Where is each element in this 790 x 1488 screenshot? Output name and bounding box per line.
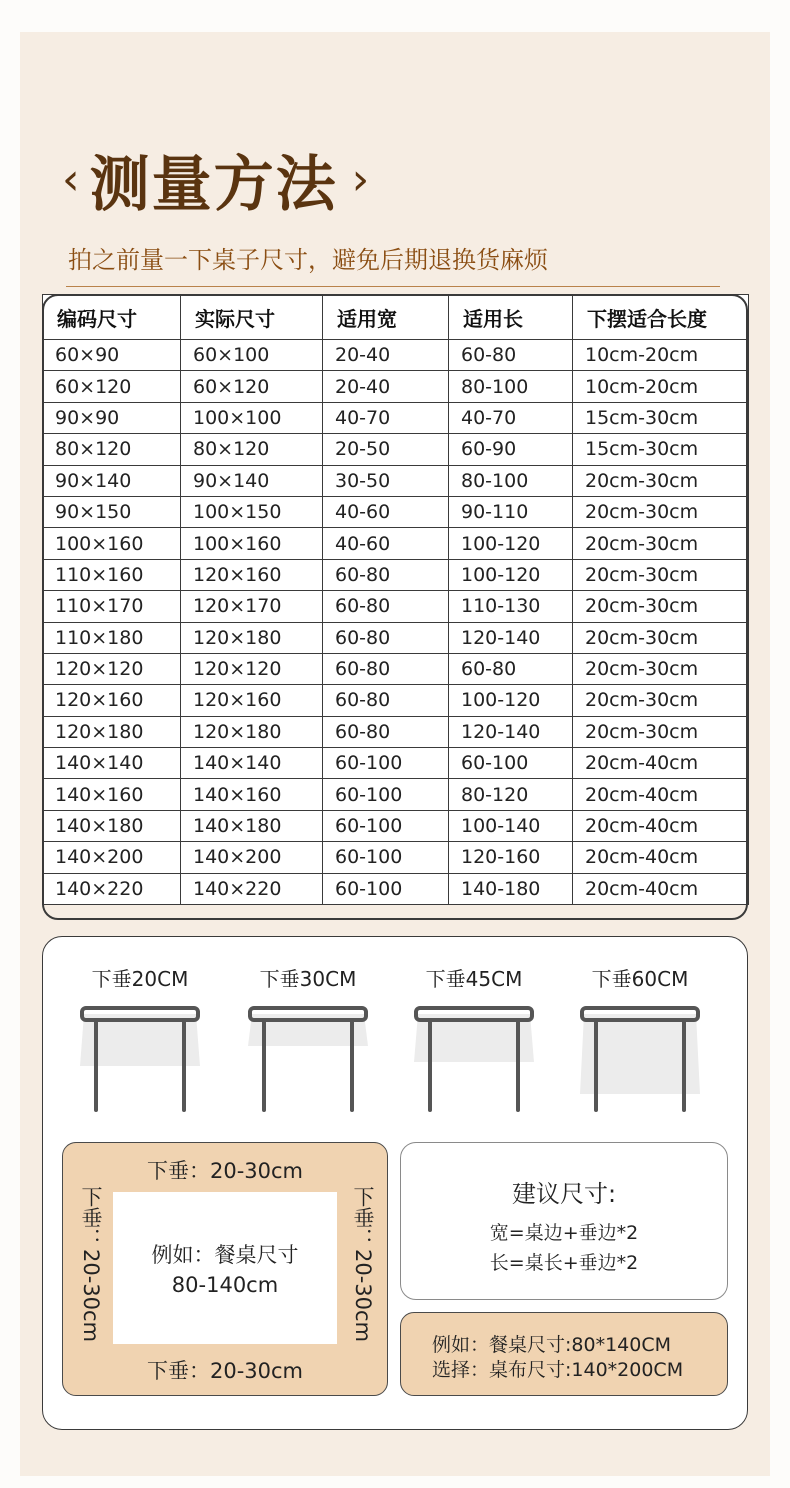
table-cell: 140×180 <box>43 810 181 841</box>
table-row <box>43 873 749 904</box>
table-cell: 40-60 <box>323 496 449 527</box>
table-cell: 100×150 <box>181 496 323 527</box>
table-cell: 60-100 <box>323 873 449 904</box>
table-cell: 110×170 <box>43 591 181 622</box>
table-cell: 120×160 <box>181 685 323 716</box>
table-cell: 100-120 <box>449 528 573 559</box>
table-cell: 20cm-30cm <box>573 465 749 496</box>
drape-figure <box>404 962 544 1122</box>
table-row <box>43 779 749 810</box>
table-cell: 60-90 <box>449 434 573 465</box>
table-cell: 20cm-30cm <box>573 591 749 622</box>
table-cell: 110-130 <box>449 591 573 622</box>
table-row <box>43 653 749 684</box>
table-cell: 60-100 <box>323 810 449 841</box>
header-cell: 下摆适合长度 <box>573 295 749 340</box>
table-cell: 20cm-40cm <box>573 779 749 810</box>
table-icon <box>570 1006 710 1116</box>
table-cell: 140×140 <box>43 748 181 779</box>
drop-label-right: 下垂：20-30cm <box>351 1186 375 1343</box>
table-icon <box>238 1006 378 1116</box>
table-cell: 60-100 <box>323 748 449 779</box>
drop-label-left: 下垂：20-30cm <box>79 1186 103 1343</box>
table-cell: 90×140 <box>43 465 181 496</box>
table-row <box>43 810 749 841</box>
table-row <box>43 685 749 716</box>
table-row <box>43 340 749 371</box>
table-cell: 80-100 <box>449 465 573 496</box>
table-cell: 60×120 <box>181 371 323 402</box>
table-cell: 90×140 <box>181 465 323 496</box>
table-header-row <box>43 295 749 340</box>
table-cell: 20cm-30cm <box>573 622 749 653</box>
table-cell: 90×90 <box>43 402 181 433</box>
table-cell: 120×180 <box>181 716 323 747</box>
table-cell: 80×120 <box>181 434 323 465</box>
drape-label: 下垂20CM <box>91 967 189 991</box>
table-row <box>43 402 749 433</box>
table-cell: 20cm-40cm <box>573 810 749 841</box>
table-cell: 15cm-30cm <box>573 434 749 465</box>
width-formula: 宽=桌边+垂边*2 <box>489 1222 639 1244</box>
table-cell: 40-70 <box>449 402 573 433</box>
table-cell: 120×180 <box>181 622 323 653</box>
drape-label: 下垂60CM <box>591 967 689 991</box>
table-cell: 10cm-20cm <box>573 371 749 402</box>
table-cell: 20cm-40cm <box>573 873 749 904</box>
drape-label: 下垂45CM <box>425 967 523 991</box>
drape-figure <box>570 962 710 1122</box>
table-row <box>43 496 749 527</box>
table-cell: 120×160 <box>43 685 181 716</box>
table-cell: 60-80 <box>323 622 449 653</box>
table-row <box>43 559 749 590</box>
table-cell: 120×170 <box>181 591 323 622</box>
chevron-right-icon: › <box>351 154 370 205</box>
table-cell: 60×120 <box>43 371 181 402</box>
section-heading <box>62 135 369 225</box>
table-cell: 30-50 <box>323 465 449 496</box>
table-cell: 120-140 <box>449 716 573 747</box>
table-cell: 140×200 <box>181 842 323 873</box>
length-formula: 长=桌长+垂边*2 <box>489 1252 639 1274</box>
table-cell: 110×160 <box>43 559 181 590</box>
table-icon <box>404 1006 544 1116</box>
table-cell: 60-100 <box>323 842 449 873</box>
table-cell: 140×200 <box>43 842 181 873</box>
header-cell: 适用长 <box>449 295 573 340</box>
table-row <box>43 434 749 465</box>
table-cell: 120×160 <box>181 559 323 590</box>
table-cell: 20cm-40cm <box>573 842 749 873</box>
table-row <box>43 465 749 496</box>
table-cell: 80-100 <box>449 371 573 402</box>
drop-label-top: 下垂：20-30cm <box>146 1159 304 1183</box>
page-title: 测量方法 <box>89 150 338 220</box>
table-cell: 90-110 <box>449 496 573 527</box>
table-cell: 40-60 <box>323 528 449 559</box>
table-cell: 140×160 <box>43 779 181 810</box>
table-cell: 100-120 <box>449 559 573 590</box>
example-text <box>113 1240 337 1300</box>
table-cell: 100×160 <box>181 528 323 559</box>
table-row <box>43 528 749 559</box>
table-row <box>43 748 749 779</box>
header-cell: 适用宽 <box>323 295 449 340</box>
table-cell: 60-80 <box>323 591 449 622</box>
table-cell: 20-40 <box>323 371 449 402</box>
table-cell: 40-70 <box>323 402 449 433</box>
drape-figure <box>70 962 210 1122</box>
table-cell: 60-80 <box>449 653 573 684</box>
table-cell: 110×180 <box>43 622 181 653</box>
table-cell: 120×120 <box>43 653 181 684</box>
drop-label-bottom: 下垂：20-30cm <box>146 1359 304 1383</box>
table-cell: 20cm-30cm <box>573 528 749 559</box>
table-cell: 10cm-20cm <box>573 340 749 371</box>
table-cell: 60-80 <box>323 685 449 716</box>
chevron-left-icon: ‹ <box>62 154 80 205</box>
table-row <box>43 842 749 873</box>
table-row <box>43 591 749 622</box>
table-cell: 60-100 <box>323 779 449 810</box>
table-cell: 20cm-30cm <box>573 559 749 590</box>
table-cell: 20cm-30cm <box>573 685 749 716</box>
table-cell: 100-120 <box>449 685 573 716</box>
table-cell: 60-80 <box>449 340 573 371</box>
table-cell: 140×180 <box>181 810 323 841</box>
table-cell: 60-100 <box>449 748 573 779</box>
table-cell: 20cm-30cm <box>573 496 749 527</box>
drape-figure <box>238 962 378 1122</box>
table-cell: 80×120 <box>43 434 181 465</box>
table-cell: 60×90 <box>43 340 181 371</box>
table-row <box>43 622 749 653</box>
table-cell: 15cm-30cm <box>573 402 749 433</box>
table-cell: 120-160 <box>449 842 573 873</box>
header-cell: 编码尺寸 <box>43 295 181 340</box>
choose-line-1: 例如：餐桌尺寸:80*140CM <box>432 1334 672 1356</box>
subtitle-divider <box>66 286 720 287</box>
size-table <box>42 294 749 905</box>
table-cell: 100×160 <box>43 528 181 559</box>
page-subtitle: 拍之前量一下桌子尺寸，避免后期退换货麻烦 <box>68 246 548 274</box>
table-cell: 20cm-30cm <box>573 653 749 684</box>
table-cell: 20-50 <box>323 434 449 465</box>
table-cell: 120×120 <box>181 653 323 684</box>
table-cell: 140×160 <box>181 779 323 810</box>
table-cell: 120×180 <box>43 716 181 747</box>
table-cell: 140×220 <box>43 873 181 904</box>
drape-label: 下垂30CM <box>259 967 357 991</box>
table-cell: 60×100 <box>181 340 323 371</box>
header-cell: 实际尺寸 <box>181 295 323 340</box>
example-line-1: 例如：餐桌尺寸 <box>151 1243 299 1267</box>
table-cell: 140×220 <box>181 873 323 904</box>
table-icon <box>70 1006 210 1116</box>
table-cell: 90×150 <box>43 496 181 527</box>
table-body <box>43 340 749 905</box>
example-line-2: 80-140cm <box>171 1273 279 1297</box>
table-row <box>43 371 749 402</box>
suggest-title: 建议尺寸: <box>511 1180 617 1208</box>
table-cell: 60-80 <box>323 716 449 747</box>
table-cell: 120-140 <box>449 622 573 653</box>
table-row <box>43 716 749 747</box>
table-cell: 140-180 <box>449 873 573 904</box>
table-cell: 20-40 <box>323 340 449 371</box>
table-cell: 60-80 <box>323 653 449 684</box>
table-cell: 100-140 <box>449 810 573 841</box>
choose-line-2: 选择：桌布尺寸:140*200CM <box>432 1359 684 1381</box>
table-cell: 80-120 <box>449 779 573 810</box>
table-cell: 100×100 <box>181 402 323 433</box>
table-cell: 20cm-30cm <box>573 716 749 747</box>
table-cell: 20cm-40cm <box>573 748 749 779</box>
table-cell: 60-80 <box>323 559 449 590</box>
table-cell: 140×140 <box>181 748 323 779</box>
